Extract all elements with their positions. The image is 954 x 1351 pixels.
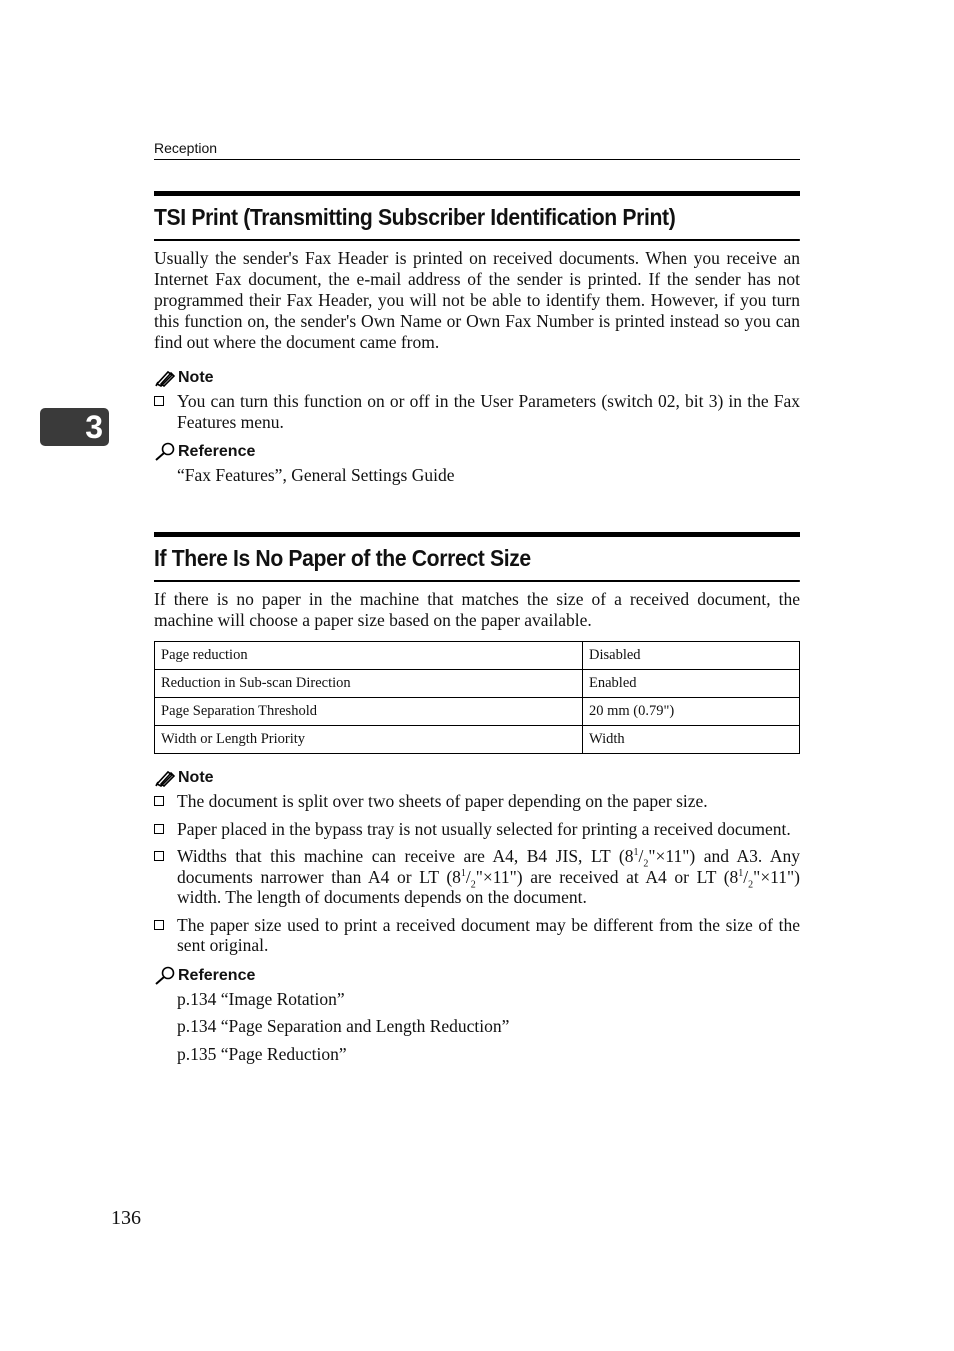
magnifier-icon	[154, 966, 176, 986]
reference-heading	[154, 966, 800, 986]
list-item: Widths that this machine can receive are A4, B4 JIS, LT $(8^1/_2"\times 11")$ and A3. Any documents narrower than A4 or LT $(8^1/_2"\times 11")$ are received at A4 or LT $(8^1/_2"\times 11")$ width. The length of documents depends on the document.	[154, 846, 800, 908]
table-row	[155, 726, 800, 754]
setting-name: Page reduction	[155, 642, 583, 670]
section-tsi-print	[154, 191, 800, 493]
list-item: Paper placed in the bypass tray is not usually selected for printing a received document.	[154, 819, 800, 840]
table-row	[155, 670, 800, 698]
reference-list	[154, 465, 800, 486]
table-row	[155, 698, 800, 726]
reference-heading	[154, 442, 800, 462]
note-label: Note	[178, 769, 214, 786]
list-item: The paper size used to print a received document may be different from the size of the sent original.	[154, 915, 800, 956]
note-list	[154, 791, 800, 956]
page-number: 136	[111, 1207, 141, 1229]
setting-value: Enabled	[583, 670, 800, 698]
checkbox-icon	[154, 851, 164, 861]
section-title: If There Is No Paper of the Correct Size	[154, 537, 800, 582]
note-heading	[154, 768, 800, 788]
list-item: The document is split over two sheets of paper depending on the paper size.	[154, 791, 800, 812]
note-heading	[154, 368, 800, 388]
checkbox-icon	[154, 796, 164, 806]
setting-value: Disabled	[583, 642, 800, 670]
pencil-icon	[154, 369, 176, 387]
reference-list	[154, 989, 800, 1065]
note-list	[154, 391, 800, 432]
setting-name: Width or Length Priority	[155, 726, 583, 754]
note-label: Note	[178, 369, 214, 386]
checkbox-icon	[154, 824, 164, 834]
reference-label: Reference	[178, 443, 256, 460]
pencil-icon	[154, 769, 176, 787]
reference-item: p.135 “Page Reduction”	[177, 1043, 347, 1064]
setting-name: Page Separation Threshold	[155, 698, 583, 726]
setting-value: 20 mm (0.79")	[583, 698, 800, 726]
reference-item: “Fax Features”, General Settings Guide	[177, 465, 455, 485]
chapter-tab: 3	[40, 408, 109, 446]
setting-name: Reduction in Sub-scan Direction	[155, 670, 583, 698]
magnifier-icon	[154, 442, 176, 462]
reference-label: Reference	[178, 966, 256, 984]
section-title: TSI Print (Transmitting Subscriber Identification Print)	[154, 196, 800, 241]
section-body: Usually the sender's Fax Header is printed on received documents. When you receive an Internet Fax document, the e-mail address of the sender is printed. If the sender has not programmed their Fax Header, you will not be able to identify them. However, if you turn this function on, the sender's Own Name or Own Fax Number is printed instead so you can find out where the document came from.	[154, 248, 800, 352]
table-row	[155, 642, 800, 670]
list-item: You can turn this function on or off in the User Parameters (switch 02, bit 3) in the Fax Features menu.	[154, 391, 800, 432]
checkbox-icon	[154, 920, 164, 930]
setting-value: Width	[583, 726, 800, 754]
running-head: Reception	[154, 139, 800, 160]
section-body: If there is no paper in the machine that matches the size of a received document, the machine will choose a paper size based on the paper available.	[154, 589, 800, 630]
reference-item: p.134 “Page Separation and Length Reduction”	[177, 1016, 510, 1036]
section-no-paper	[154, 532, 800, 1071]
settings-table	[154, 641, 800, 754]
checkbox-icon	[154, 396, 164, 406]
reference-item: p.134 “Image Rotation”	[177, 988, 345, 1009]
